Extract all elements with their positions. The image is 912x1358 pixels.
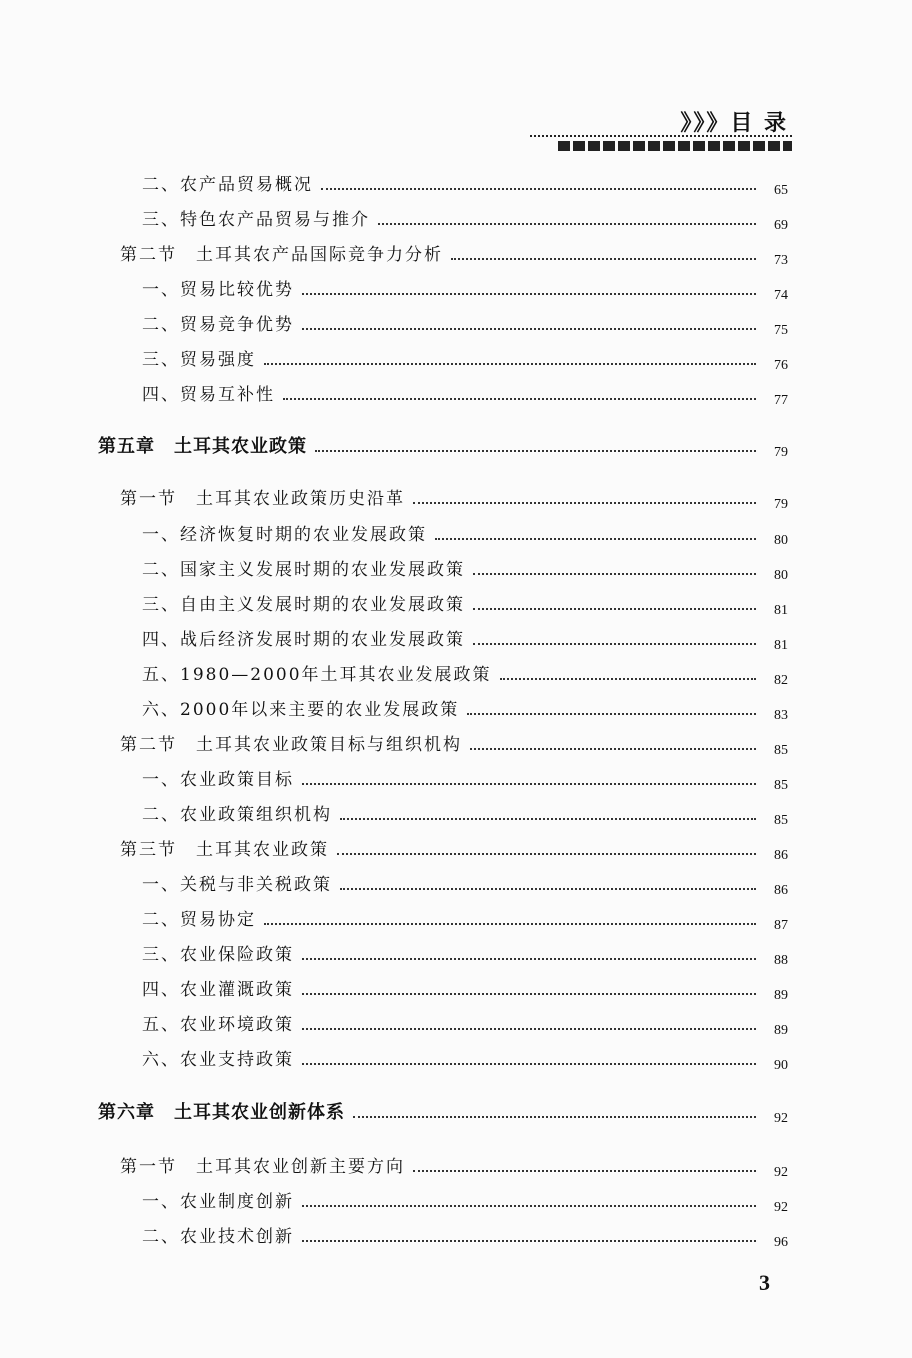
toc-entry-page: 80 — [774, 568, 788, 583]
toc-leader-dots — [337, 853, 756, 855]
toc-entry-page: 85 — [774, 778, 788, 793]
toc-entry — [142, 625, 788, 655]
toc-chapter — [98, 432, 788, 462]
toc-entry — [142, 555, 788, 585]
toc-entry-page: 86 — [774, 848, 788, 863]
toc-leader-dots — [413, 1170, 756, 1172]
toc-entry-page: 92 — [774, 1165, 788, 1180]
toc-entry-page: 90 — [774, 1058, 788, 1073]
toc-entry — [142, 905, 788, 935]
toc-entry-title: 四、贸易互补性 — [142, 385, 275, 405]
toc-entry-title: 二、贸易竞争优势 — [142, 315, 294, 335]
toc-section-title: 第一节 土耳其农业政策历史沿革 — [120, 489, 405, 509]
header-title: 》》》目 录 — [680, 111, 788, 136]
toc-entry-page: 89 — [774, 1023, 788, 1038]
toc-entry — [142, 345, 788, 375]
toc-entry-title: 五、农业环境政策 — [142, 1015, 294, 1035]
toc-entry-title: 三、农业保险政策 — [142, 945, 294, 965]
toc-leader-dots — [302, 1240, 756, 1242]
toc-leader-dots — [264, 923, 756, 925]
toc-entry — [142, 800, 788, 830]
toc-entry-title: 二、农业技术创新 — [142, 1227, 294, 1247]
toc-entry-page: 80 — [774, 533, 788, 548]
toc-entry — [142, 1222, 788, 1252]
toc-leader-dots — [500, 678, 756, 680]
toc-section — [120, 484, 788, 514]
toc-entry — [142, 975, 788, 1005]
toc-section-title: 第三节 土耳其农业政策 — [120, 840, 329, 860]
toc-section — [120, 835, 788, 865]
toc-entry-page: 65 — [774, 183, 788, 198]
toc-leader-dots — [340, 888, 756, 890]
toc-entry-title: 四、战后经济发展时期的农业发展政策 — [142, 630, 465, 650]
toc-leader-dots — [302, 1205, 756, 1207]
toc-entry-page: 76 — [774, 358, 788, 373]
toc-entry — [142, 275, 788, 305]
toc-entry-title: 二、贸易协定 — [142, 910, 256, 930]
toc-entry-page: 75 — [774, 323, 788, 338]
toc-leader-dots — [302, 328, 756, 330]
toc-leader-dots — [302, 958, 756, 960]
page-number: 3 — [759, 1270, 770, 1295]
toc-entry-title: 六、农业支持政策 — [142, 1050, 294, 1070]
toc-entry-title: 四、农业灌溉政策 — [142, 980, 294, 1000]
toc-leader-dots — [340, 818, 756, 820]
toc-entry-title: 一、贸易比较优势 — [142, 280, 294, 300]
toc-leader-dots — [264, 363, 756, 365]
toc-section-title: 第一节 土耳其农业创新主要方向 — [120, 1157, 405, 1177]
toc-section-title: 第二节 土耳其农业政策目标与组织机构 — [120, 735, 462, 755]
toc-entry-page: 69 — [774, 218, 788, 233]
toc-entry — [142, 380, 788, 410]
toc-section-title: 第二节 土耳其农产品国际竞争力分析 — [120, 245, 443, 265]
toc-leader-dots — [321, 188, 756, 190]
toc-entry-page: 79 — [774, 497, 788, 512]
toc-chapter-title: 第六章 土耳其农业创新体系 — [98, 1102, 345, 1123]
toc-leader-dots — [283, 398, 756, 400]
toc-entry-page: 79 — [774, 445, 788, 460]
toc-section — [120, 240, 788, 270]
toc-entry-title: 六、2000年以来主要的农业发展政策 — [142, 700, 460, 720]
toc-entry — [142, 520, 788, 550]
toc-entry-page: 81 — [774, 603, 788, 618]
toc-leader-dots — [302, 1063, 756, 1065]
toc-entry-page: 89 — [774, 988, 788, 1003]
toc-entry — [142, 870, 788, 900]
toc-entry-page: 77 — [774, 393, 788, 408]
toc-entry-page: 96 — [774, 1235, 788, 1250]
toc-section — [120, 730, 788, 760]
toc-leader-dots — [451, 258, 756, 260]
toc-leader-dots — [315, 450, 756, 452]
toc-leader-dots — [435, 538, 756, 540]
toc-entry-title: 五、1980—2000年土耳其农业发展政策 — [142, 665, 492, 685]
toc-entry-page: 88 — [774, 953, 788, 968]
toc-leader-dots — [470, 748, 756, 750]
toc-entry-page: 82 — [774, 673, 788, 688]
toc-entry-page: 73 — [774, 253, 788, 268]
toc-leader-dots — [473, 643, 756, 645]
toc-leader-dots — [302, 1028, 756, 1030]
toc-entry — [142, 765, 788, 795]
toc-entry-page: 92 — [774, 1111, 788, 1126]
toc-entry-page: 86 — [774, 883, 788, 898]
toc-leader-dots — [302, 783, 756, 785]
toc-leader-dots — [413, 502, 756, 504]
toc-entry-page: 92 — [774, 1200, 788, 1215]
toc-entry-title: 二、农业政策组织机构 — [142, 805, 332, 825]
toc-entry — [142, 205, 788, 235]
toc-leader-dots — [473, 608, 756, 610]
toc-leader-dots — [473, 573, 756, 575]
toc-entry — [142, 660, 788, 690]
toc-leader-dots — [353, 1116, 756, 1118]
toc-leader-dots — [302, 993, 756, 995]
toc-entry — [142, 940, 788, 970]
toc-entry-title: 一、农业政策目标 — [142, 770, 294, 790]
toc-entry-page: 74 — [774, 288, 788, 303]
toc-entry-page: 81 — [774, 638, 788, 653]
toc-entry — [142, 695, 788, 725]
toc-entry-title: 三、特色农产品贸易与推介 — [142, 210, 370, 230]
toc-entry-title: 二、农产品贸易概况 — [142, 175, 313, 195]
toc-entry-title: 三、自由主义发展时期的农业发展政策 — [142, 595, 465, 615]
toc-entry-title: 三、贸易强度 — [142, 350, 256, 370]
toc-entry-page: 85 — [774, 813, 788, 828]
toc-entry — [142, 170, 788, 200]
toc-entry-page: 83 — [774, 708, 788, 723]
toc-entry-title: 一、经济恢复时期的农业发展政策 — [142, 525, 427, 545]
toc-entry-page: 85 — [774, 743, 788, 758]
toc-entry — [142, 1187, 788, 1217]
toc-entry — [142, 1010, 788, 1040]
toc-chapter — [98, 1098, 788, 1128]
toc-entry-title: 一、农业制度创新 — [142, 1192, 294, 1212]
toc-entry — [142, 1045, 788, 1075]
toc-entry-title: 一、关税与非关税政策 — [142, 875, 332, 895]
toc-leader-dots — [302, 293, 756, 295]
toc-leader-dots — [467, 713, 756, 715]
toc-section — [120, 1152, 788, 1182]
toc-entry — [142, 310, 788, 340]
toc-chapter-title: 第五章 土耳其农业政策 — [98, 436, 307, 457]
toc-leader-dots — [378, 223, 756, 225]
toc-entry — [142, 590, 788, 620]
toc-entry-page: 87 — [774, 918, 788, 933]
toc-entry-title: 二、国家主义发展时期的农业发展政策 — [142, 560, 465, 580]
